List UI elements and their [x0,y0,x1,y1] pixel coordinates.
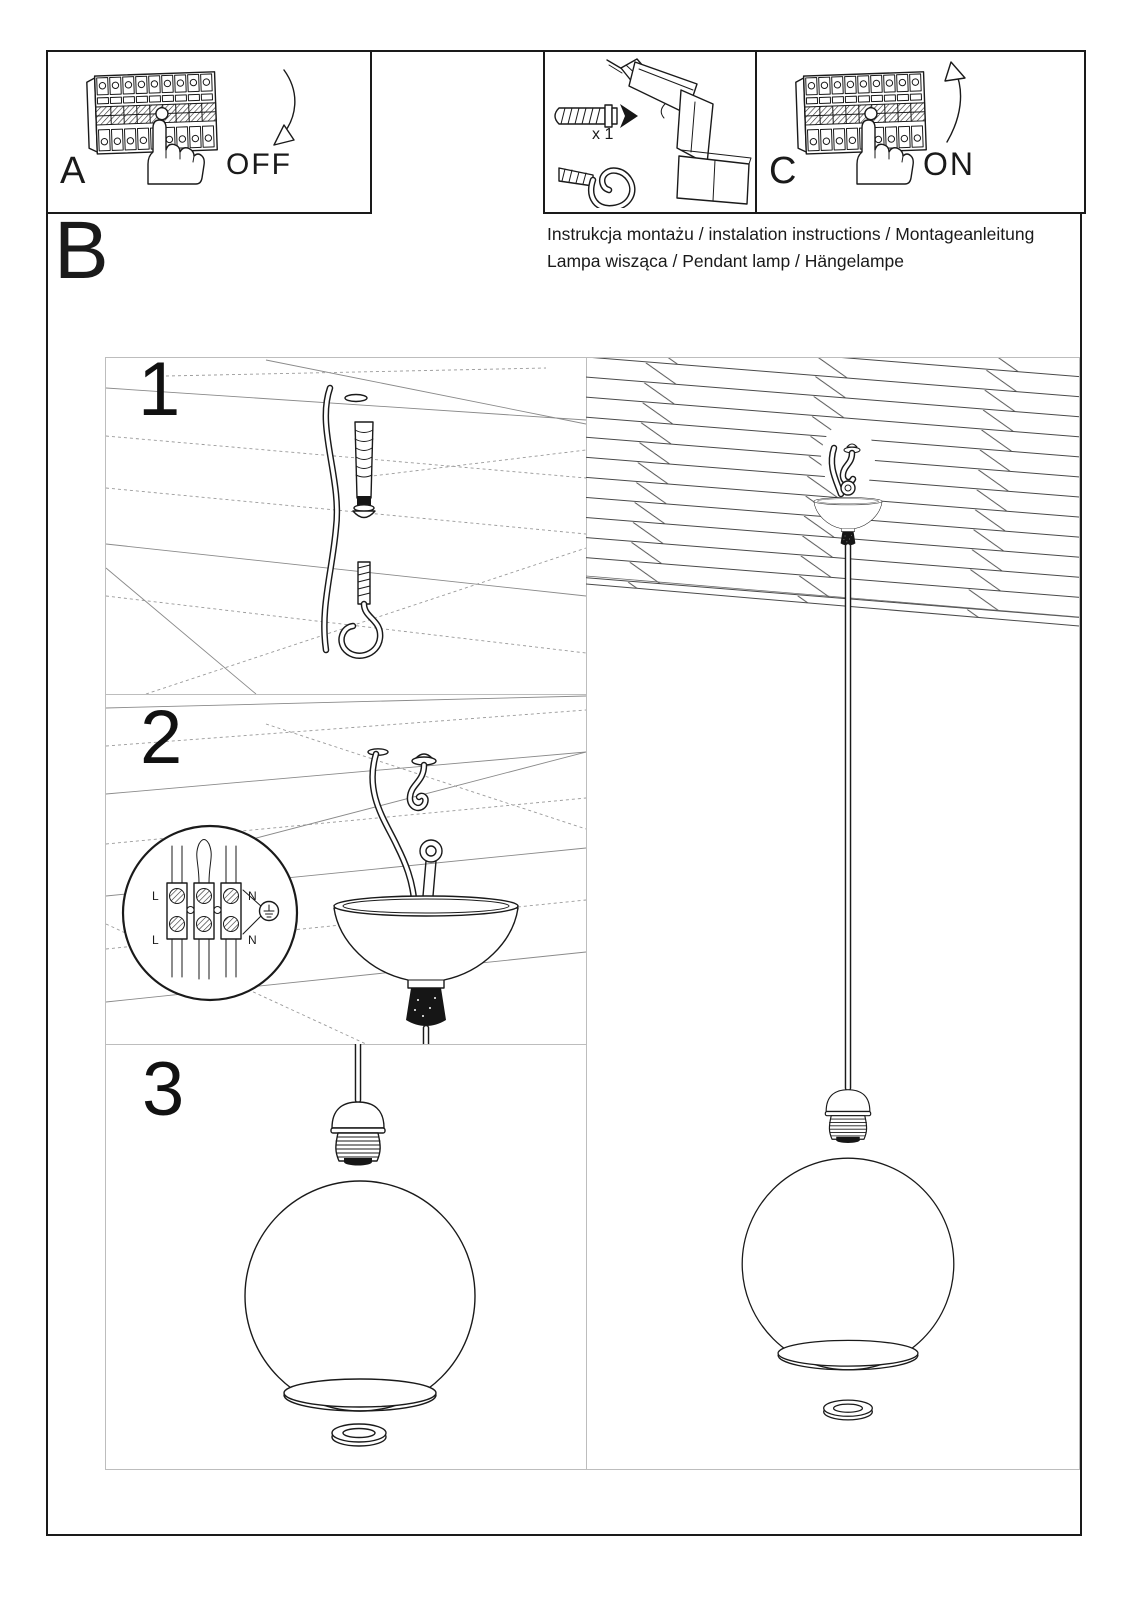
glass-ball-shade [245,1181,475,1411]
off-label: OFF [226,148,292,181]
required-tools-box [543,50,759,214]
hook-screw [342,562,381,656]
power-on-illustration [757,52,1080,208]
hook-screw-icon [559,168,632,208]
canopy-hanger-loop [841,481,855,495]
wiring-detail-circle [123,826,297,1000]
box-a-label: A [60,150,86,192]
step-number-2: 2 [140,695,183,780]
ceiling-hole [345,395,367,402]
tools-illustration [545,52,753,208]
glass-ball-shade [742,1158,954,1370]
curved-arrow-down-icon [274,70,295,145]
step-number-3: 3 [142,1047,185,1132]
ceiling-planks [586,358,1079,626]
power-on-step-box [755,50,1086,214]
lamp-type-subtitle: Lampa wisząca / Pendant lamp / Hängelampe [547,251,905,271]
label-n-top: N [248,889,257,903]
installed-hook [410,754,436,808]
mains-cable [324,388,337,650]
lamp-socket [331,1102,385,1166]
lamp-socket [825,1090,870,1143]
power-off-step-box [46,50,372,214]
label-l-bottom: L [152,933,159,947]
label-l-top: L [152,889,159,903]
wall-plug-icon [555,104,638,128]
instructions-title: Instrukcja montażu / instalation instructions / Montageanleitung [547,224,1035,244]
curved-arrow-up-icon [945,62,965,142]
on-label: ON [923,146,975,182]
ceiling-canopy [334,896,518,1026]
retaining-ring [332,1424,386,1446]
earth-ground-symbol [260,902,279,921]
wall-plug [353,422,375,518]
circuit-breaker-panel-icon [87,72,218,154]
circuit-breaker-panel-icon [796,72,927,154]
mains-cable [373,754,414,899]
step-number-1: 1 [138,347,181,432]
box-c-label: C [769,150,797,192]
canopy-hanger-loop [420,840,442,896]
power-off-illustration [48,52,366,208]
assembly-steps-panels [105,357,1080,1470]
retaining-ring [824,1400,873,1420]
section-b-label: B [54,205,109,296]
anchor-count-label: x 1 [592,126,614,143]
label-n-bottom: N [248,933,257,947]
assembled-lamp-panel [586,358,1079,1469]
title-block [547,221,1034,275]
